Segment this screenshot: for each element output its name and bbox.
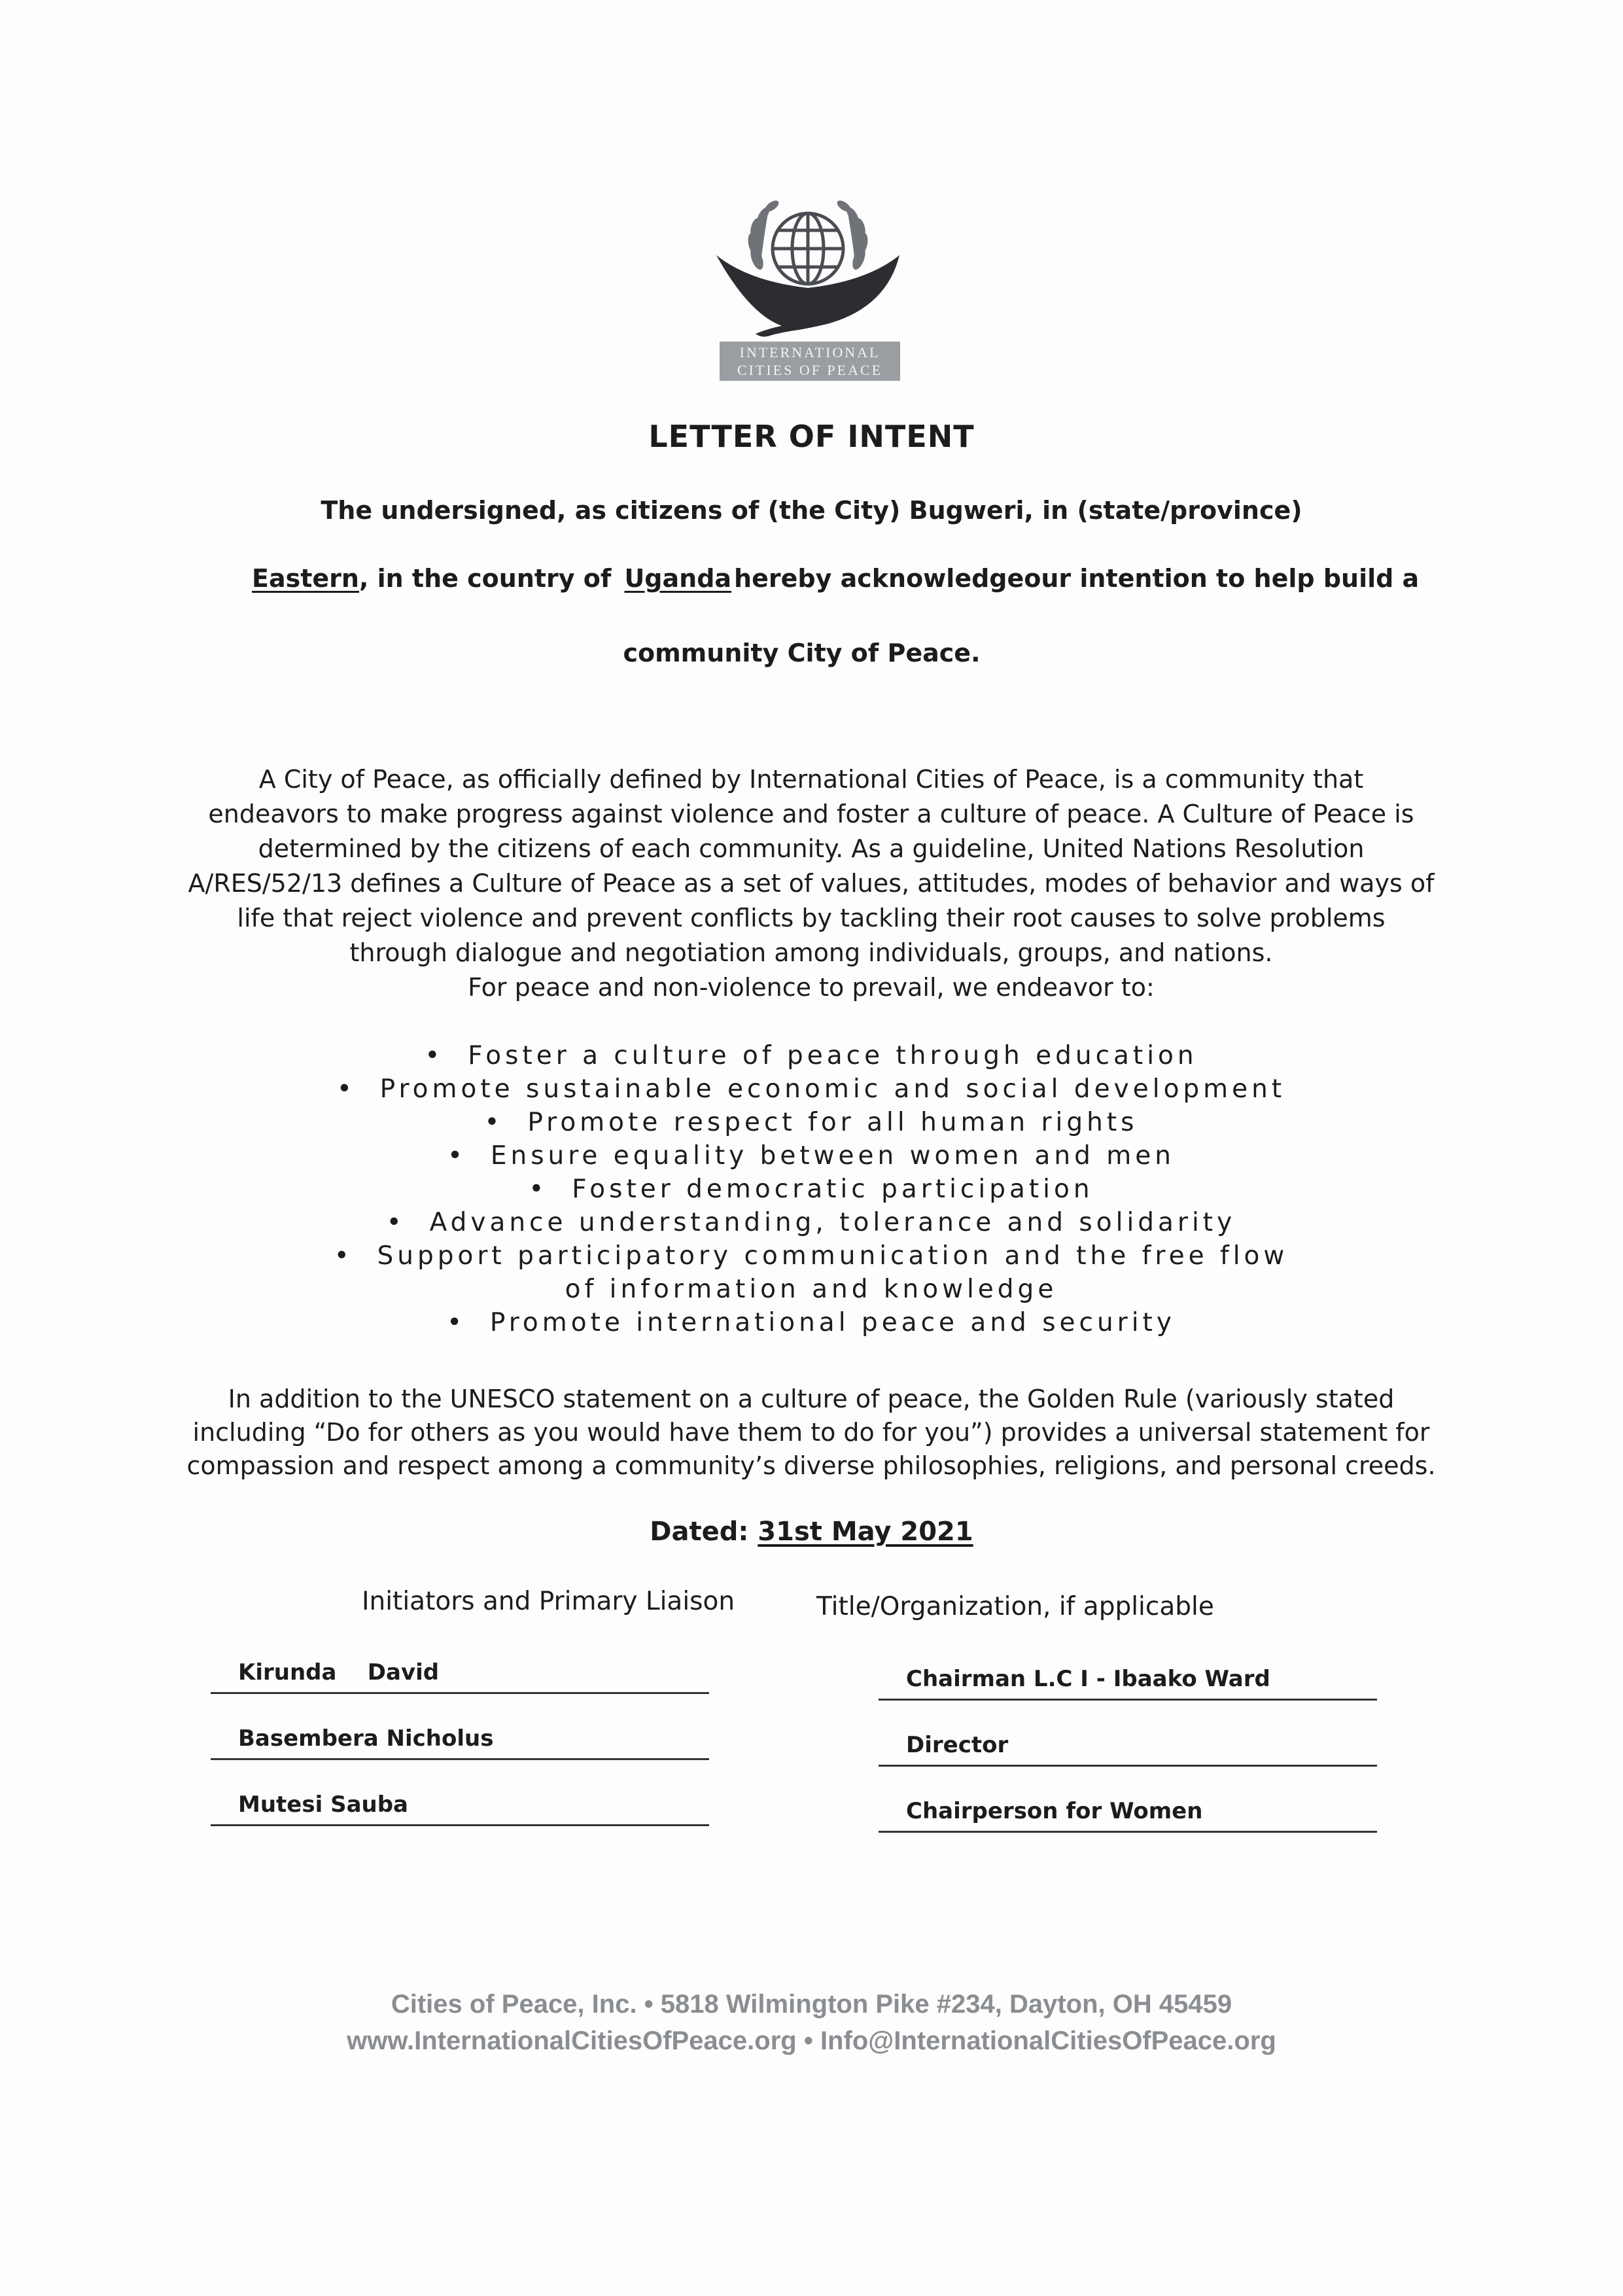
intro-line-3: community City of Peace.	[623, 639, 981, 667]
list-item: • Ensure equality between women and men	[157, 1139, 1465, 1173]
list-item: • Support participatory communication and the free flow of information and knowledge	[157, 1239, 1465, 1306]
list-item: • Promote respect for all human rights	[157, 1106, 1465, 1139]
logo-wordmark: INTERNATIONAL CITIES OF PEACE	[720, 342, 900, 381]
footer-web-email: www.InternationalCitiesOfPeace.org • Info@InternationalCitiesOfPeace.org	[347, 2026, 1276, 2055]
signatory-title-row: Chairperson for Women	[879, 1792, 1377, 1833]
signatory-name-row: Basembera Nicholus	[211, 1719, 709, 1760]
list-item: • Foster democratic participation	[157, 1173, 1465, 1206]
title-organization-header: Title/Organization, if applicable	[816, 1592, 1214, 1621]
footer-contact	[0, 1986, 1623, 2059]
globe-icon	[773, 213, 843, 284]
signatory-name-row: Mutesi Sauba	[211, 1785, 709, 1826]
intro-line-1: The undersigned, as citizens of (the City) Bugweri, in (state/province)	[321, 496, 1302, 525]
footer-address: Cities of Peace, Inc. • 5818 Wilmington Pike #234, Dayton, OH 45459	[391, 1990, 1232, 2019]
dated-line: Dated: 31st May 2021	[650, 1517, 973, 1547]
list-item: • Foster a culture of peace through education	[157, 1039, 1465, 1072]
date-value: 31st May 2021	[758, 1517, 973, 1547]
initiators-header: Initiators and Primary Liaison	[362, 1587, 735, 1616]
definition-paragraph: A City of Peace, as officially defined by International Cities of Peace, is a community that endeavors to make progress against violence and foster a culture of peace. A Culture of Peace is determined by the citizens of each community. As a guideline, United Nations Resolution A/RES/52/13 defines a Culture of Peace as a set of values, attitudes, modes of behavior and ways of life that reject violence and prevent conflicts by tackling their root causes to solve problems through dialogue and negotiation among individuals, groups, and nations. For peace and non-violence to prevail, we endeavor to:	[188, 765, 1435, 1002]
signatory-name-row: Kirunda David	[211, 1653, 709, 1694]
list-item: • Promote international peace and security	[157, 1306, 1465, 1339]
list-item: • Promote sustainable economic and social development	[157, 1072, 1465, 1106]
golden-rule-paragraph: In addition to the UNESCO statement on a culture of peace, the Golden Rule (variously stated including “Do for others as you would have them to do for you”) provides a universal statement for compassion and respect among a community’s diverse philosophies, religions, and personal creeds.	[186, 1385, 1436, 1480]
country-value: Uganda	[624, 564, 732, 593]
state-value: Eastern	[252, 564, 359, 593]
page-title: LETTER OF INTENT	[648, 419, 975, 454]
intro-line-2: Eastern, in the country of Uganda hereby acknowledgeour intention to help build a	[252, 564, 1420, 593]
signatory-title-row: Director	[879, 1725, 1377, 1767]
signatory-title-row: Chairman L.C I - Ibaako Ward	[879, 1659, 1377, 1701]
list-item: • Advance understanding, tolerance and solidarity	[157, 1206, 1465, 1239]
goals-list	[157, 1039, 1465, 1339]
